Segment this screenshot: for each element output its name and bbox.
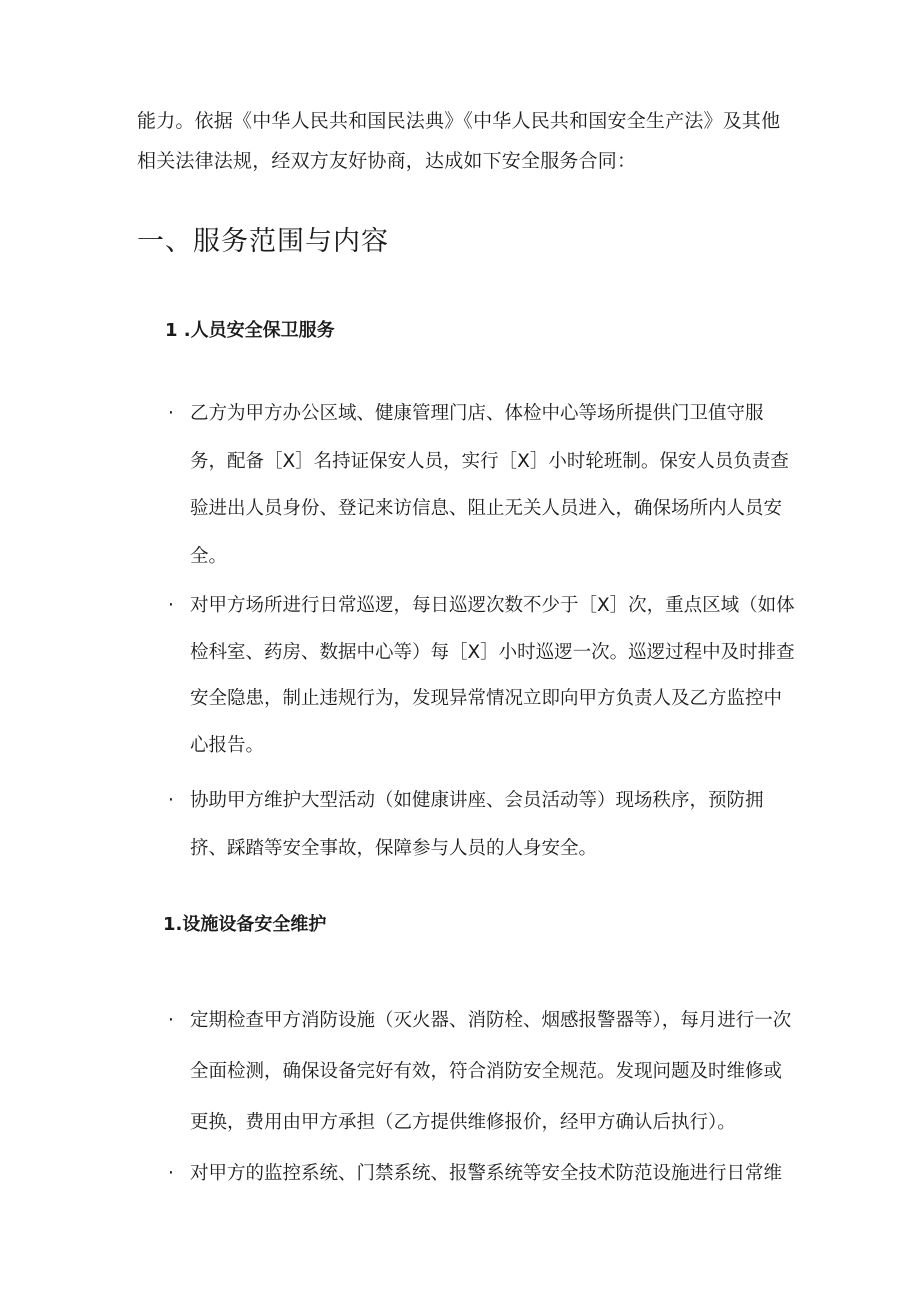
list-item [168, 777, 798, 872]
list-item [168, 390, 798, 580]
bullet-marker: · [168, 1163, 174, 1184]
intro-paragraph: 能力。依据《中华人民共和国民法典》《中华人民共和国安全生产法》及其他相关法律法规，经双方友好协商，达成如下安全服务合同： [137, 110, 781, 172]
list-item-text: 乙方为甲方办公区域、健康管理门店、体检中心等场所提供门卫值守服务，配备［X］名持证保安人员，实行［X］小时轮班制。保安人员负责查验进出人员身份、登记来访信息、阻止无关人员进入，确保场所内人员安全。 [190, 403, 789, 567]
list-item [168, 1148, 798, 1199]
list-item-text: 协助甲方维护大型活动（如健康讲座、会员活动等）现场秩序，预防拥挤、踩踏等安全事故，保障参与人员的人身安全。 [190, 790, 764, 859]
list-item-text: 定期检查甲方消防设施（灭火器、消防栓、烟感报警器等），每月进行一次全面检测，确保设备完好有效，符合消防安全规范。发现问题及时维修或更换，费用由甲方承担（乙方提供维修报价，经甲方确认后执行）。 [190, 1010, 792, 1133]
section-heading: 一、服务范围与内容 [137, 226, 389, 257]
list-item-text: 对甲方的监控系统、门禁系统、报警系统等安全技术防范设施进行日常维 [190, 1163, 783, 1184]
bullet-marker: · [168, 403, 174, 424]
list-item [168, 583, 798, 769]
list-item [168, 995, 798, 1148]
subsection-heading-2: 1.设施设备安全维护 [163, 914, 327, 935]
bullet-marker: · [168, 595, 174, 616]
bullet-marker: · [168, 1010, 174, 1031]
list-item-text: 对甲方场所进行日常巡逻，每日巡逻次数不少于［X］次，重点区域（如体检科室、药房、数据中心等）每［X］小时巡逻一次。巡逻过程中及时排查安全隐患，制止违规行为，发现异常情况立即向甲方负责人及乙方监控中心报告。 [190, 595, 795, 756]
subsection-heading-1: 1 .人员安全保卫服务 [165, 320, 335, 341]
bullet-marker: · [168, 790, 174, 811]
